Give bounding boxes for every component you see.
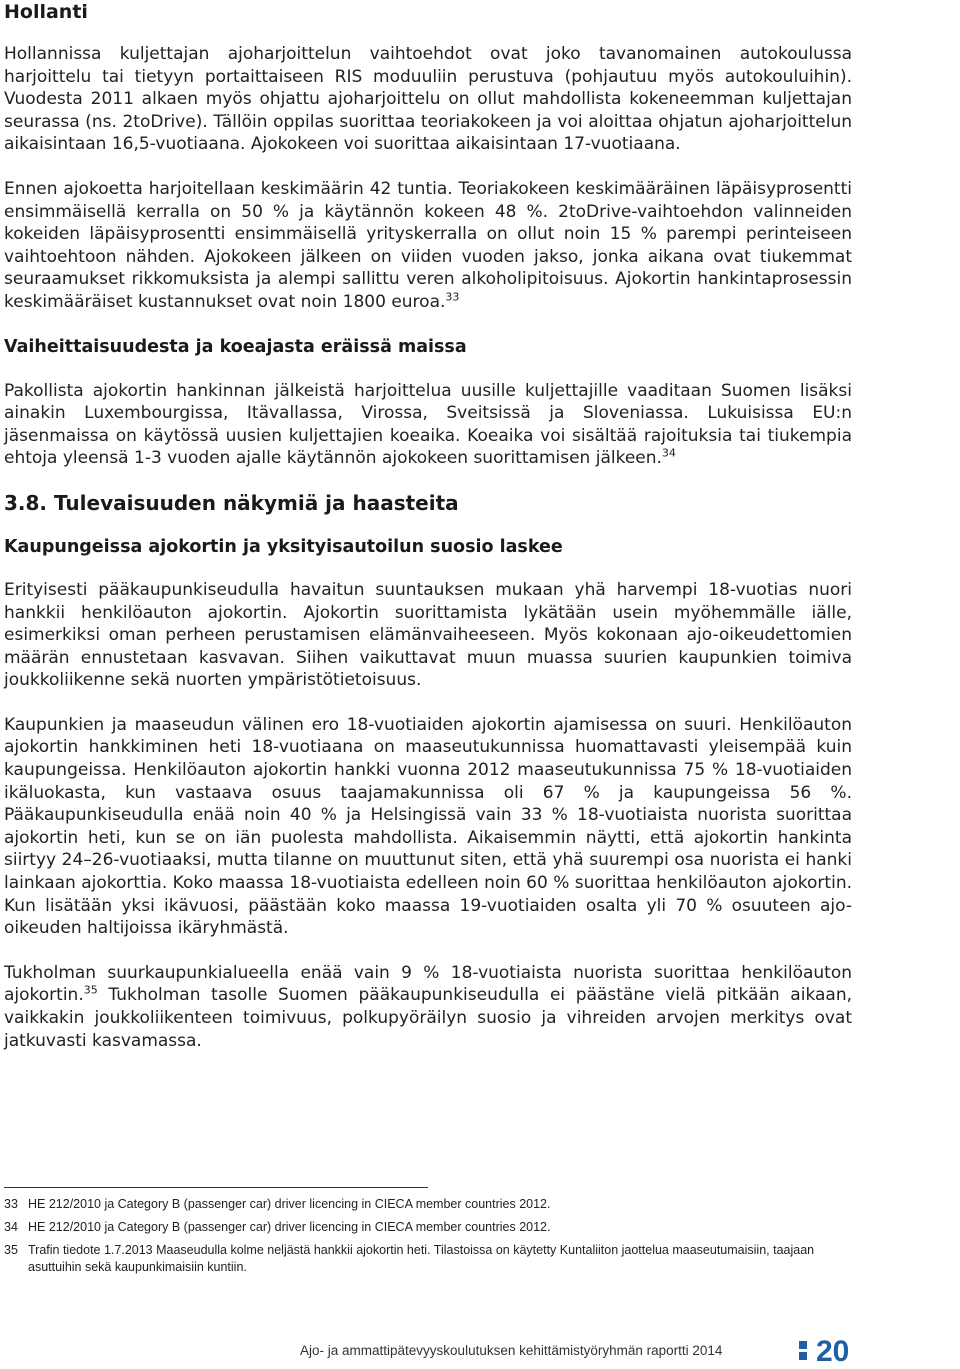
footnote-item [4,1219,834,1236]
paragraph-3-text: Pakollista ajokortin hankinnan jälkeistä harjoittelua uusille kuljettajille vaaditaan Suomen lisäksi ainakin Luxembourgissa, Itävallassa, Virossa, Sveitsissä ja Sloveniassa. Lukuisissa EU:n jäsenmaissa on käytössä uusien kuljettajien koeaika. Koeaika voi sisältää rajoituksia tai tiukempia ehtoja yleensä 1-3 vuoden ajalle käytännön ajokokeen suorittamisen jälkeen. [4,380,852,469]
main-content [4,0,852,1052]
footnote-number: 35 [4,1243,18,1257]
footnote-item [4,1242,834,1276]
paragraph-2 [4,178,852,314]
paragraph-6-text-b: Tukholman tasolle Suomen pääkaupunkiseudulla ei päästäne vielä pitkään aikaan, vaikkakin joukkoliikenteen toimivuus, polkupyöräilyn suosio ja vihreiden arvojen merkitys ovat jatkuvasti kasvamassa. [4,985,852,1051]
paragraph-4: Erityisesti pääkaupunkiseudulla havaitun suuntauksen mukaan yhä harvempi 18-vuotias nuori hankkii henkilöauton ajokortin. Ajokortin suorittamista lykätään usein myöhemmälle iälle, esimerkiksi oman perheen perustamisen elämänvaiheeseen. Myös kokonaan ajo-oikeudettomien määrän ennustetaan kasvavan. Siihen vaikuttavat muun muassa suurien kaupunkien toimiva joukkoliikenne sekä nuorten ympäristötietoisuus. [4,579,852,691]
paragraph-6 [4,962,852,1052]
footnote-number: 34 [4,1220,18,1234]
footnote-text: HE 212/2010 ja Category B (passenger car) driver licencing in CIECA member countries 2012. [28,1197,551,1211]
paragraph-6-text-a: Tukholman suurkaupunkialueella enää vain 9 % 18-vuotiaista nuorista suorittaa henkilöauton ajokortin. [4,962,852,1006]
footnote-ref-34[interactable]: 34 [661,446,676,460]
report-title: Ajo- ja ammattipätevyyskoulutuksen kehittämistyöryhmän raportti 2014 [300,1343,723,1358]
footnote-divider [4,1187,428,1188]
footer-square-icon [799,1352,807,1360]
footnote-ref-33[interactable]: 33 [445,290,460,304]
paragraph-5: Kaupunkien ja maaseudun välinen ero 18-vuotiaiden ajokortin ajamisessa on suuri. Henkilöauton ajokortin hankkiminen heti 18-vuotiaana on maaseutukunnissa huomattavasti yleisempää kuin kaupungeissa. Henkilöauton ajokortin hankki vuonna 2012 maaseutukunnissa 75 % 18-vuotiaiden ikäluokasta, kun vastaava osuus taajamakunnissa oli 67 % ja kaupungeissa 56 %. Pääkaupunkiseudulla enää noin 40 % ja Helsingissä vain 33 % 18-vuotiaista nuorista suorittaa ajokortin heti, kun se on iän puolesta mahdollista. Aikaisemmin näytti, että ajokortin hankinta siirtyy 24–26-vuotiaaksi, mutta tilanne on muuttunut siten, että yhä suurempi osa nuorista ei hanki lainkaan ajokorttia. Koko maassa 18-vuotiaista edelleen noin 60 % suorittaa henkilöauton ajokortin. Kun lisätään yksi ikävuosi, päästään koko maassa 19-vuotiaiden osalta yli 70 % osuuteen ajo-oikeuden haltijoissa ikäryhmästä. [4,714,852,939]
section-heading: 3.8. Tulevaisuuden näkymiä ja haasteita [4,490,459,515]
page-number: 20 [816,1335,850,1368]
footnote-ref-35[interactable]: 35 [83,983,98,997]
footnote-number: 33 [4,1197,18,1211]
heading-vaiheittaisuus: Vaiheittaisuudesta ja koeajasta eräissä maissa [4,336,467,357]
paragraph-3 [4,380,852,470]
footer-square-icon [799,1341,807,1349]
paragraph-2-text: Ennen ajokoetta harjoitellaan keskimäärin 42 tuntia. Teoriakokeen keskimääräinen läpäisyprosentti ensimmäisellä kerralla on 50 % ja käytännön kokeen 48 %. 2toDrive-vaihtoehdon valinneiden kokeiden läpäisyprosentti ensimmäisellä yrityskerralla on ollut noin 15 % parempi perinteiseen vaihtoehtoon nähden. Ajokokeen jälkeen on viiden vuoden jakso, jonka aikana ovat tiukemmat seuraamukset rikkomuksista ja alempi sallittu veren alkoholipitoisuus. Ajokortin hankintaprosessin keskimääräiset kustannukset ovat noin 1800 euroa. [4,178,852,312]
country-heading: Hollanti [4,1,88,23]
heading-kaupungeissa: Kaupungeissa ajokortin ja yksityisautoilun suosio laskee [4,536,563,557]
footnotes [4,1196,834,1282]
footnote-text: HE 212/2010 ja Category B (passenger car) driver licencing in CIECA member countries 2012. [28,1220,551,1234]
footnote-item [4,1196,834,1213]
footnote-text: Trafin tiedote 1.7.2013 Maaseudulla kolme neljästä hankkii ajokortin heti. Tilastoissa on käytetty Kuntaliiton jaottelua maaseutumaisiin, taajaan asuttuihin sekä kaupunkimaisiin kuntiin. [28,1243,815,1274]
paragraph-1: Hollannissa kuljettajan ajoharjoittelun vaihtoehdot ovat joko tavanomainen autokoulussa harjoittelu tai tietyyn portaittaiseen RIS moduuliin perustuva (pohjautuu myös autokouluihin). Vuodesta 2011 alkaen myös ohjattu ajoharjoittelu on ollut mahdollista kokeneemman kuljettajan seurassa (ns. 2toDrive). Tällöin oppilas suorittaa teoriakokeen ja voi aloittaa ohjatun ajoharjoittelun aikaisintaan 16,5-vuotiaana. Ajokokeen voi suorittaa aikaisintaan 17-vuotiaana. [4,44,852,155]
page-footer [300,1333,860,1367]
